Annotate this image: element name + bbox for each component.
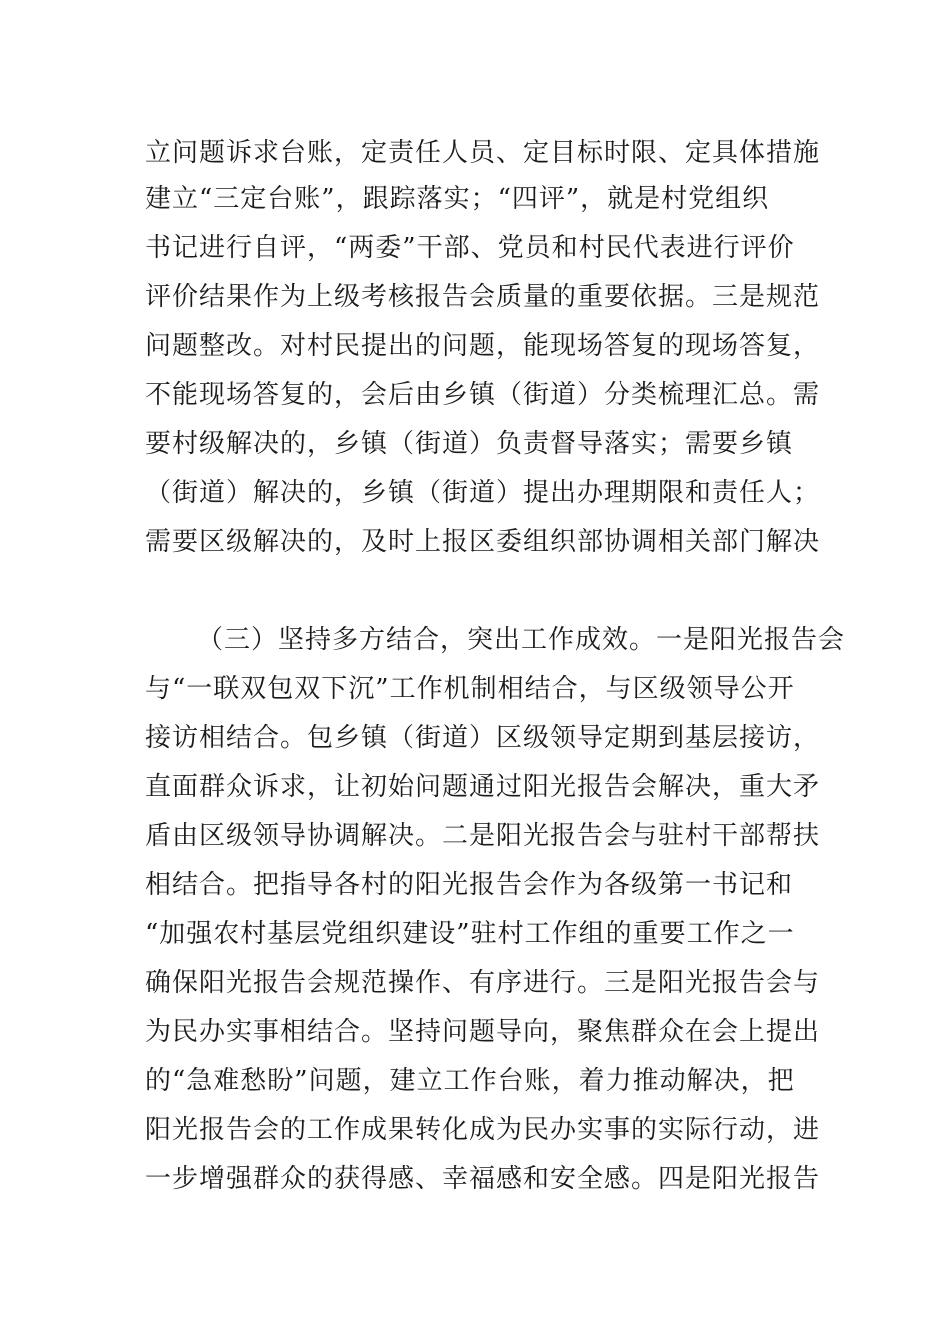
text-line: 书记进行自评，“两委”干部、党员和村民代表进行评价 — [145, 233, 795, 263]
text-line: “加强农村基层党组织建设”驻村工作组的重要工作之一 — [145, 919, 795, 949]
text-line: 确保阳光报告会规范操作、有序进行。三是阳光报告会与 — [145, 968, 821, 998]
text-line: 接访相结合。包乡镇（街道）区级领导定期到基层接访， — [145, 723, 821, 753]
text-line: 建立“三定台账”，跟踪落实；“四评”，就是村党组织 — [145, 184, 770, 214]
text-line: （三）坚持多方结合，突出工作成效。一是阳光报告会 — [197, 625, 846, 655]
text-line: 评价结果作为上级考核报告会质量的重要依据。三是规范 — [145, 282, 821, 312]
text-line: 阳光报告会的工作成果转化成为民办实事的实际行动，进 — [145, 1115, 821, 1145]
text-line: 为民办实事相结合。坚持问题导向，聚焦群众在会上提出 — [145, 1017, 821, 1047]
text-line: 不能现场答复的，会后由乡镇（街道）分类梳理汇总。需 — [145, 380, 821, 410]
text-line: 要村级解决的，乡镇（街道）负责督导落实；需要乡镇 — [145, 429, 794, 459]
text-line: 直面群众诉求，让初始问题通过阳光报告会解决，重大矛 — [145, 772, 821, 802]
text-line: 立问题诉求台账，定责任人员、定目标时限、定具体措施 — [145, 138, 821, 168]
text-line: 问题整改。对村民提出的问题，能现场答复的现场答复， — [145, 331, 821, 361]
text-line: 与“一联双包双下沉”工作机制相结合，与区级领导公开 — [145, 674, 795, 704]
text-line: 需要区级解决的，及时上报区委组织部协调相关部门解决 — [145, 527, 821, 557]
text-line: （街道）解决的，乡镇（街道）提出办理期限和责任人； — [145, 478, 821, 508]
text-line: 相结合。把指导各村的阳光报告会作为各级第一书记和 — [145, 870, 794, 900]
text-line: 一步增强群众的获得感、幸福感和安全感。四是阳光报告 — [145, 1164, 821, 1194]
text-line: 的“急难愁盼”问题，建立工作台账，着力推动解决，把 — [145, 1066, 795, 1096]
text-line: 盾由区级领导协调解决。二是阳光报告会与驻村干部帮扶 — [145, 821, 821, 851]
